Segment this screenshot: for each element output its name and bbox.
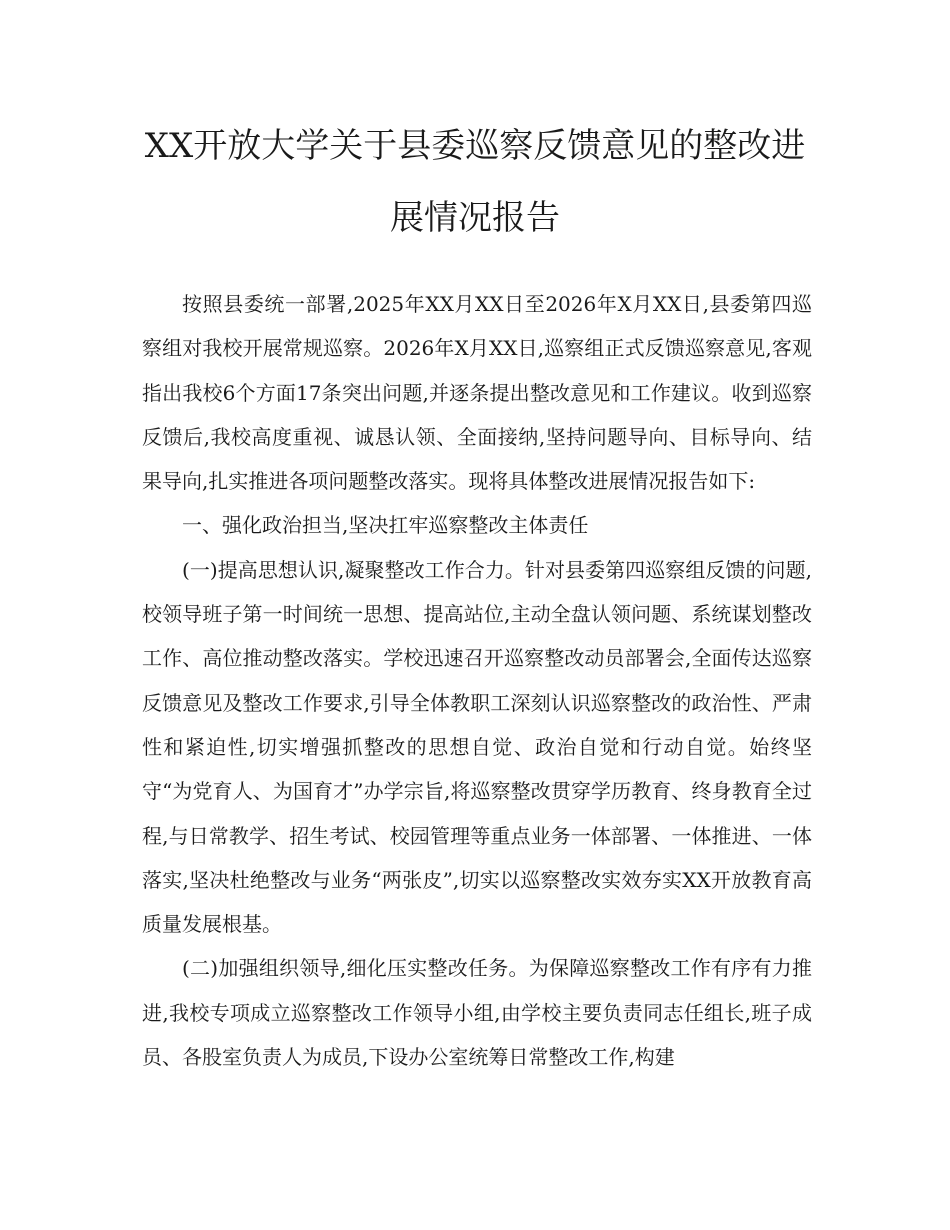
intro-paragraph: 按照县委统一部署,2025年XX月XX日至2026年X月XX日,县委第四巡察组对我校开展常规巡察。2026年X月XX日,巡察组正式反馈巡察意见,客观指出我校6个方面17条突出问题,并逐条提出整改意见和工作建议。收到巡察反馈后,我校高度重视、诚恳认领、全面接纳,坚持问题导向、目标导向、结果导向,扎实推进各项问题整改落实。现将具体整改进展情况报告如下: [142, 292, 812, 494]
document-title: XX开放大学关于县委巡察反馈意见的整改进展情况报告 [144, 126, 806, 238]
section-heading-1: 一、强化政治担当,坚决扛牢巡察整改主体责任 [182, 513, 589, 538]
subsection-paragraph-1: (一)提高思想认识,凝聚整改工作合力。针对县委第四巡察组反馈的问题,校领导班子第一时间统一思想、提高站位,主动全盘认领问题、系统谋划整改工作、高位推动整改落实。学校迅速召开巡察整改动员部署会,全面传达巡察反馈意见及整改工作要求,引导全体教职工深刻认识巡察整改的政治性、严肃性和紧迫性,切实增强抓整改的思想自觉、政治自觉和行动自觉。始终坚守“为党育人、为国育才”办学宗旨,将巡察整改贯穿学历教育、终身教育全过程,与日常教学、招生考试、校园管理等重点业务一体部署、一体推进、一体落实,坚决杜绝整改与业务“两张皮”,切实以巡察整改实效夯实XX开放教育高质量发展根基。 [142, 557, 812, 937]
subsection-paragraph-2: (二)加强组织领导,细化压实整改任务。为保障巡察整改工作有序有力推进,我校专项成立巡察整改工作领导小组,由学校主要负责同志任组长,班子成员、各股室负责人为成员,下设办公室统筹日常整改工作,构建 [142, 956, 812, 1070]
document-body [142, 282, 812, 1079]
